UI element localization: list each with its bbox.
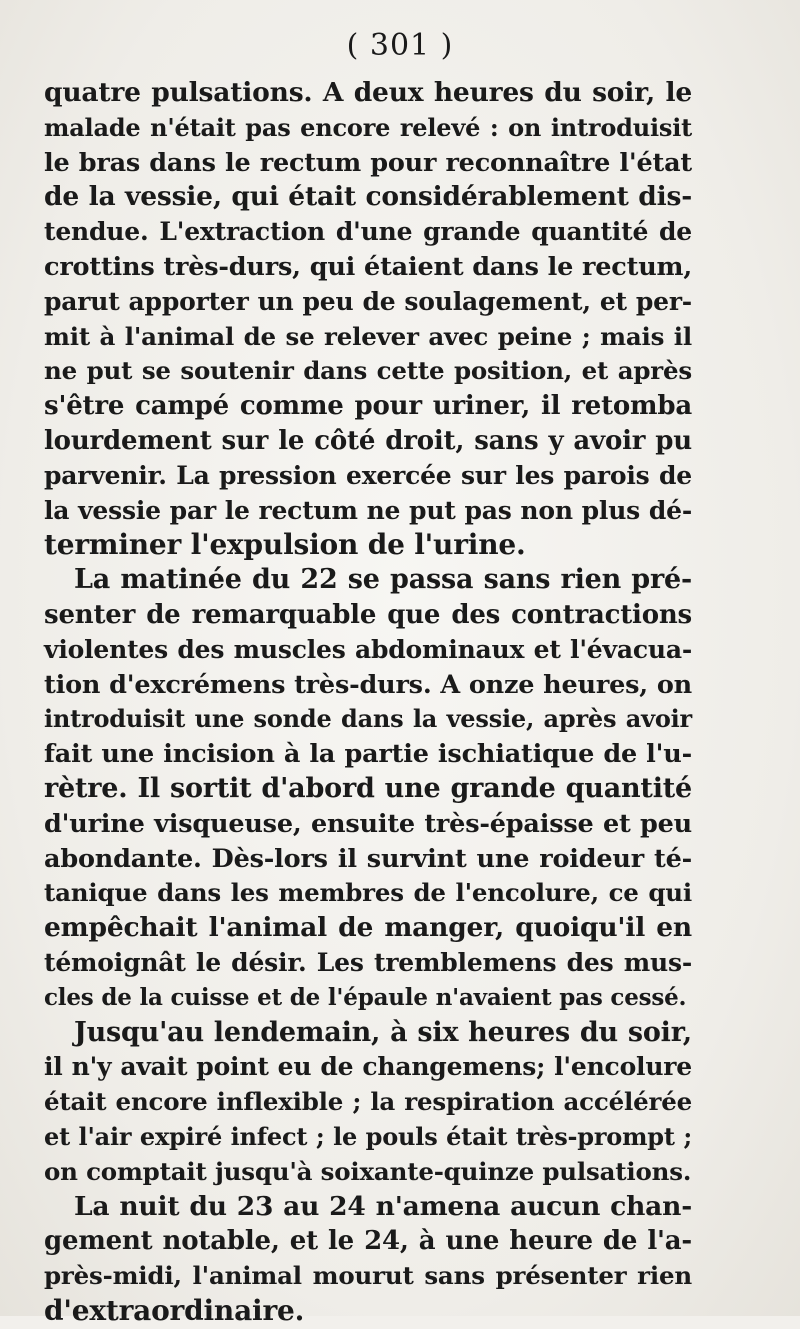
text-line: fait une incision à la partie ischiatique de l'u-: [44, 739, 692, 770]
text-line: tion d'excrémens très-durs. A onze heures, on: [44, 669, 692, 700]
text-line: près-midi, l'animal mourut sans présenter rien: [44, 1261, 692, 1291]
text-line: terminer l'expulsion de l'urine.: [44, 528, 526, 562]
text-line: ne put se soutenir dans cette position, et après: [44, 356, 692, 386]
text-line: la vessie par le rectum ne put pas non plus dé-: [44, 495, 692, 525]
text-line: témoignât le désir. Les tremblemens des mus-: [44, 947, 692, 977]
text-line: rètre. Il sortit d'abord une grande quantité: [44, 772, 692, 804]
text-line: il n'y avait point eu de changemens; l'encolure: [44, 1052, 692, 1082]
body-text: [44, 76, 692, 1329]
text-line: violentes des muscles abdominaux et l'évacua-: [44, 634, 692, 664]
text-line: senter de remarquable que des contractions: [44, 599, 692, 630]
text-line: on comptait jusqu'à soixante-quinze pulsations.: [44, 1156, 692, 1186]
text-line: abondante. Dès-lors il survint une roideur té-: [44, 843, 692, 874]
text-line: d'extraordinaire.: [44, 1293, 305, 1327]
text-line: introduisit une sonde dans la vessie, après avoir: [44, 704, 692, 734]
text-line: d'urine visqueuse, ensuite très-épaisse et peu: [44, 808, 692, 839]
text-line: mit à l'animal de se relever avec peine ; mais il: [44, 321, 692, 351]
text-line: parut apporter un peu de soulagement, et per-: [44, 286, 692, 316]
text-line: le bras dans le rectum pour reconnaître l'état: [44, 147, 692, 178]
text-line: malade n'était pas encore relevé : on introduisit: [44, 112, 692, 142]
text-line: cles de la cuisse et de l'épaule n'avaient pas cessé.: [44, 983, 687, 1011]
text-line: était encore inflexible ; la respiration accélérée: [44, 1087, 692, 1117]
text-line: s'être campé comme pour uriner, il retomba: [44, 391, 692, 422]
text-line: Jusqu'au lendemain, à six heures du soir,: [74, 1016, 692, 1048]
text-line: et l'air expiré infect ; le pouls était très-prompt ;: [44, 1121, 692, 1151]
text-line: quatre pulsations. A deux heures du soir, le: [44, 77, 692, 108]
text-line: gement notable, et le 24, à une heure de l'a-: [44, 1226, 692, 1257]
text-line: parvenir. La pression exercée sur les parois de: [44, 460, 692, 490]
page-number: ( 301 ): [346, 28, 454, 63]
text-line: La matinée du 22 se passa sans rien pré-: [74, 564, 692, 596]
text-line: crottins très-durs, qui étaient dans le rectum,: [44, 251, 692, 282]
text-line: La nuit du 23 au 24 n'amena aucun chan-: [74, 1190, 692, 1222]
text-line: tendue. L'extraction d'une grande quantité de: [44, 217, 692, 247]
text-line: empêchait l'animal de manger, quoiqu'il en: [44, 912, 692, 944]
text-line: lourdement sur le côté droit, sans y avoir pu: [44, 425, 692, 456]
text-line: de la vessie, qui était considérablement dis-: [44, 181, 692, 213]
text-line: tanique dans les membres de l'encolure, ce qui: [44, 878, 692, 908]
